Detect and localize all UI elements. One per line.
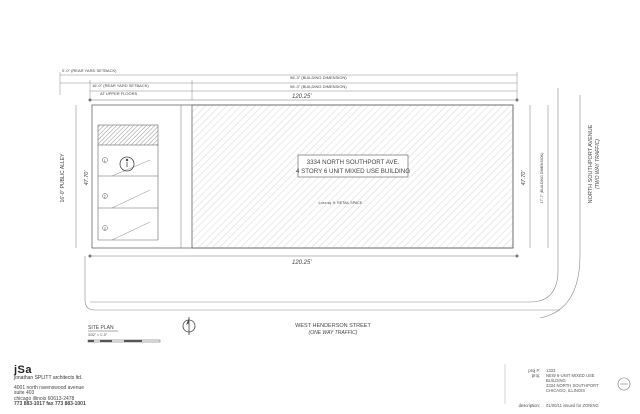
firm-address-line: suite 403 <box>14 390 35 397</box>
svg-text:1: 1 <box>103 158 106 163</box>
firm-address-line: 4001 north ravenswood avenue <box>14 384 85 391</box>
firm-phone: 773 883-1017 fax 773 883-1001 <box>14 401 86 408</box>
svg-text:3: 3 <box>103 226 106 231</box>
site-plan-title: SITE PLAN <box>88 325 114 331</box>
depth-dimension-right: 47.70' <box>521 170 527 186</box>
rear-setback-top: 0'-0" (REAR YARD SETBACK) <box>62 68 117 73</box>
scale-bar <box>88 340 160 342</box>
building-dimension-upper: 96'-3" (BUILDING DIMENSION) <box>290 84 347 89</box>
firm-address-line: chicago illinois 60613-2478 <box>14 395 75 402</box>
title-block <box>518 368 606 408</box>
parking-area <box>98 125 158 240</box>
rear-setback-upper: 16'-0" (REAR YARD SETBACK) <box>92 83 149 88</box>
svg-text:2: 2 <box>103 194 106 199</box>
project-line: CHICAGO, ILLINOIS <box>546 388 586 393</box>
building-label-line2: 4 STORY 6 UNIT MIXED USE BUILDING <box>295 168 411 175</box>
parking-space-number <box>103 158 108 163</box>
building-label-line1: 3334 NORTH SOUTHPORT AVE. <box>306 159 400 166</box>
project-number-label: proj #: <box>528 368 540 373</box>
public-alley-label: 16'-0" PUBLIC ALLEY <box>60 153 66 203</box>
parking-space-number <box>103 226 108 231</box>
accessible-parking-icon <box>120 157 134 171</box>
dumpster-pad <box>98 125 158 145</box>
firm-name: jonathan SPLITT architects ltd. <box>14 375 83 381</box>
at-upper-floors: AT UPPER FLOORS <box>100 91 138 96</box>
street-bottom-line1: WEST HENDERSON STREET <box>295 323 371 329</box>
project-number: 1333 <box>546 368 556 373</box>
title-block-seal <box>618 378 630 390</box>
street-right-line2: (TWO WAY TRAFFIC) <box>595 139 601 189</box>
project-line: 3334 NORTH SOUTHPORT <box>546 383 599 388</box>
project-label: proj: <box>531 373 540 378</box>
north-arrow-icon <box>183 317 195 335</box>
description: 01/00/11 issued for ZONING <box>546 403 599 408</box>
parking-space-number <box>103 194 108 199</box>
street-bottom-line2: (ONE WAY TRAFFIC) <box>308 330 358 336</box>
firm-logo: jSa <box>14 364 33 376</box>
scale-note: 3/32" = 1'-0" <box>88 333 108 337</box>
retail-space-note: 1,xxx sq. ft. RETAIL SPACE <box>318 201 363 205</box>
building-dimension-top: 96'-3" (BUILDING DIMENSION) <box>290 75 347 80</box>
depth-dimension-left: 47.70' <box>84 170 90 186</box>
description-label: description: <box>518 403 540 408</box>
street-right-line1: NORTH SOUTHPORT AVENUE <box>588 124 594 204</box>
width-dimension-bottom: 120.25' <box>292 260 312 266</box>
project-line: NEW 6-UNIT MIXED USE BUILDING <box>546 373 595 383</box>
width-dimension-top: 120.25' <box>292 94 312 100</box>
building-dimension-right: 47'-7" (BUILDING DIMENSION) <box>540 152 544 204</box>
firm-block <box>14 364 86 408</box>
